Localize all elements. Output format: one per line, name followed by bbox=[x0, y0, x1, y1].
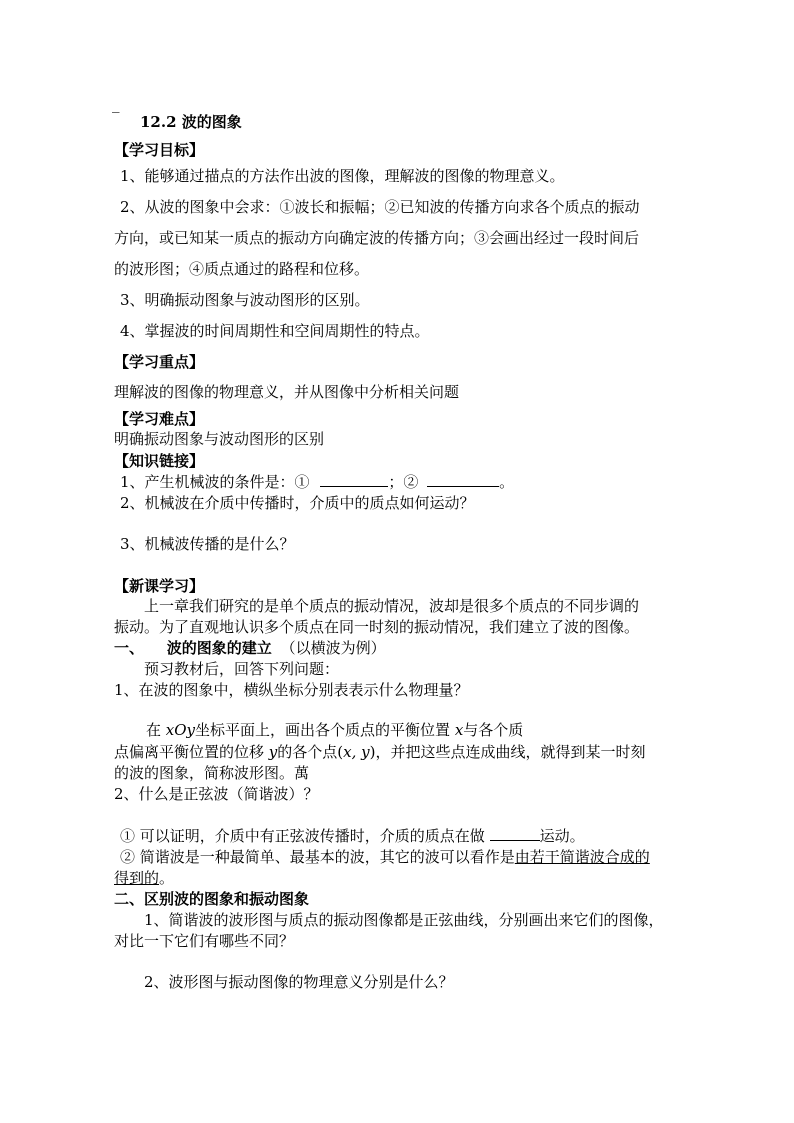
difference-2: 2、波形图与振动图像的物理意义分别是什么？ bbox=[144, 973, 454, 991]
p-text-7: 的波的图象，简称波形图。 bbox=[114, 764, 295, 782]
page-title bbox=[140, 112, 242, 132]
sine-2-underlined-2: 得到的 bbox=[114, 869, 160, 887]
p-text-1: 在 bbox=[146, 721, 162, 739]
part-1-number: 一、 bbox=[114, 639, 145, 657]
p-text-4: 点偏离平衡位置的位移 bbox=[114, 743, 265, 761]
difficult-text: 明确振动图象与波动图形的区别 bbox=[114, 430, 325, 448]
part-1-note: （以横波为例） bbox=[280, 639, 386, 657]
paragraph-line-3 bbox=[114, 763, 309, 783]
title-number: 12.2 bbox=[140, 113, 177, 131]
x-symbol: x bbox=[454, 721, 464, 739]
goal-2-line-3: 的波形图；④质点通过的路程和位移。 bbox=[114, 260, 370, 278]
sine-2-text: ② 简谐波是一种最简单、最基本的波，其它的波可以看作是 bbox=[120, 848, 515, 866]
question-1: 1、在波的图象中，横纵坐标分别表表示什么物理量？ bbox=[114, 681, 469, 699]
link-1-text-b: ；② bbox=[388, 473, 419, 491]
p-text-2: 坐标平面上，画出各个质点的平衡位置 bbox=[195, 721, 451, 739]
sine-point-1 bbox=[120, 826, 585, 846]
section-heading-key: 【学习重点】 bbox=[114, 353, 205, 371]
sine-1-end: 运动。 bbox=[539, 827, 585, 845]
intro-line-1: 上一章我们研究的是单个质点的振动情况，波却是很多个质点的不同步调的 bbox=[144, 597, 640, 615]
link-question-1 bbox=[120, 472, 514, 492]
goal-1: 1、能够通过描点的方法作出波的图像，理解波的图像的物理意义。 bbox=[120, 167, 565, 185]
goal-4: 4、掌握波的时间周期性和空间周期性的特点。 bbox=[120, 322, 430, 340]
y-symbol: y bbox=[268, 743, 278, 761]
section-heading-link: 【知识链接】 bbox=[114, 452, 205, 470]
fill-blank-3[interactable] bbox=[490, 826, 540, 841]
sine-point-2-line-2 bbox=[114, 868, 174, 888]
key-text: 理解波的图像的物理意义，并从图像中分析相关问题 bbox=[114, 383, 460, 401]
stray-mark: _ bbox=[112, 95, 120, 113]
goal-2-line-2: 方向，或已知某一质点的振动方向确定波的传播方向；③会画出经过一段时间后 bbox=[114, 229, 640, 247]
link-question-2: 2、机械波在介质中传播时，介质中的质点如何运动？ bbox=[120, 494, 475, 512]
intro-line-2: 振动。为了直观地认识多个质点在同一时刻的振动情况，我们建立了波的图像。 bbox=[114, 618, 640, 636]
xy-symbol: x, y bbox=[343, 743, 370, 761]
xoy-symbol: xOy bbox=[165, 721, 196, 739]
link-1-text-c: 。 bbox=[499, 473, 515, 491]
p-text-6: )，并把这些点连成曲线，就得到某一时刻 bbox=[369, 743, 646, 761]
section-heading-difficult: 【学习难点】 bbox=[114, 410, 205, 428]
part-1-title: 波的图象的建立 bbox=[166, 639, 272, 657]
p-text-3: 与各个质 bbox=[463, 721, 524, 739]
section-heading-new: 【新课学习】 bbox=[114, 577, 205, 595]
stray-glyph: 萬 bbox=[294, 764, 310, 782]
link-question-3: 3、机械波传播的是什么？ bbox=[120, 535, 295, 553]
fill-blank-2[interactable] bbox=[427, 472, 499, 487]
fill-blank-1[interactable] bbox=[320, 472, 388, 487]
part-2-heading: 二、区别波的图象和振动图象 bbox=[114, 890, 310, 908]
goal-2-line-1: 2、从波的图象中会求：①波长和振幅；②已知波的传播方向求各个质点的振动 bbox=[120, 198, 640, 216]
sine-2-underlined-1: 由若干简谐波合成的 bbox=[514, 848, 650, 866]
sine-1-text: ① 可以证明，介质中有正弦波传播时，介质的质点在做 bbox=[120, 827, 485, 845]
difference-1-line-1: 1、简谐波的波形图与质点的振动图像都是正弦曲线，分别画出来它们的图像， bbox=[144, 911, 664, 929]
difference-1-line-2: 对比一下它们有哪些不同？ bbox=[114, 932, 295, 950]
sine-point-2-line-1 bbox=[120, 847, 650, 867]
title-text: 波的图象 bbox=[181, 113, 242, 131]
question-2: 2、什么是正弦波（简谐波）？ bbox=[114, 785, 319, 803]
paragraph-line-2 bbox=[114, 742, 645, 762]
goal-3: 3、明确振动图象与波动图形的区别。 bbox=[120, 291, 370, 309]
section-heading-goals: 【学习目标】 bbox=[114, 141, 205, 159]
p-text-5: 的各个点( bbox=[277, 743, 344, 761]
link-1-text-a: 1、产生机械波的条件是：① bbox=[120, 473, 310, 491]
paragraph-line-1 bbox=[146, 720, 523, 740]
sine-2-end: 。 bbox=[159, 869, 175, 887]
part-1-heading bbox=[114, 638, 386, 658]
preview-instruction: 预习教材后，回答下列问题： bbox=[144, 660, 340, 678]
